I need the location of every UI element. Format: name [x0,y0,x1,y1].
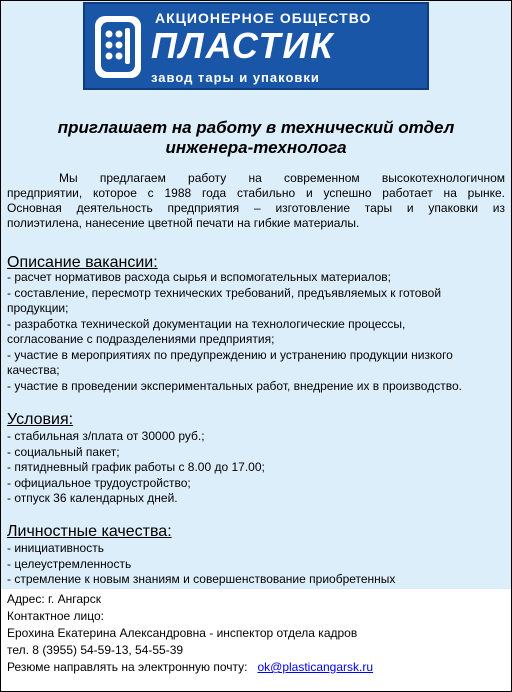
intro-line-3: Основная деятельность предприятия – изготовление тары и упаковки из [7,201,505,215]
list-item: - официальное трудоустройство; [7,475,191,490]
duties-heading: Описание вакансии: [7,254,158,271]
conditions-list [7,429,505,507]
list-item: - составление, пересмотр технических требований, предъявляемых к готовой [7,285,442,300]
list-item: - отпуск 36 календарных дней. [7,491,178,505]
contact-person: Ерохина Екатерина Александровна - инспектор отдела кадров [7,626,358,640]
company-intro [7,171,505,231]
intro-line-1: Мы предлагаем работу на современном высокотехнологичном [59,171,505,185]
intro-line-2: предприятии, которое с 1988 года стабильно и успешно работает на рынке. [7,186,505,200]
list-item: качества; [7,363,60,377]
qualities-list [7,541,505,588]
email-link[interactable]: ok@plasticangarsk.ru [257,660,374,674]
company-logo [83,2,429,90]
list-item: продукции; [7,301,69,315]
plastic-emblem-icon [93,14,143,80]
vacancy-panel [1,1,511,589]
logo-top-text: АКЦИОНЕРНОЕ ОБЩЕСТВО [155,10,372,26]
logo-main-text: ПЛАСТИК [151,25,335,66]
headline-line-2: инженера-технолога [165,138,347,157]
list-item: - разработка технической документации на технологические процессы, [7,316,406,331]
list-item: - социальный пакет; [7,444,120,459]
list-item: - расчет нормативов расхода сырья и вспомогательных материалов; [7,270,392,284]
vacancy-headline [1,118,511,158]
list-item: - участие в проведении экспериментальных работ, внедрение их в производство. [7,378,462,393]
resume-prefix: Резюме направлять на электронную почту: [7,660,248,674]
list-item: - пятидневный график работы с 8.00 до 17.00; [7,460,265,474]
resume-line [7,659,505,676]
logo-sub-text: завод тары и упаковки [151,70,320,85]
list-item: - стремление к новым знаниям и совершенствование приобретенных [7,572,396,586]
conditions-heading: Условия: [7,411,74,428]
headline-line-1: приглашает на работу в технический отдел [57,118,455,137]
qualities-heading: Личностные качества: [7,523,172,540]
list-item: - целеустремленность [7,556,132,571]
list-item: - участие в мероприятиях по предупреждению и устранению продукции низкого [7,347,453,362]
list-item: согласование с подразделениями предприятия; [7,332,275,346]
duties-list [7,270,505,394]
list-item: - инициативность [7,541,104,555]
contact-label: Контактное лицо: [7,609,104,623]
intro-line-4: полиэтилена, нанесение цветной печати на гибкие материалы. [7,216,360,230]
list-item: - стабильная з/плата от 30000 руб.; [7,429,205,443]
address-line: Адрес: г. Ангарск [7,592,101,606]
phone-line: тел. 8 (3955) 54-59-13, 54-55-39 [7,643,184,657]
contacts-block [7,591,505,676]
